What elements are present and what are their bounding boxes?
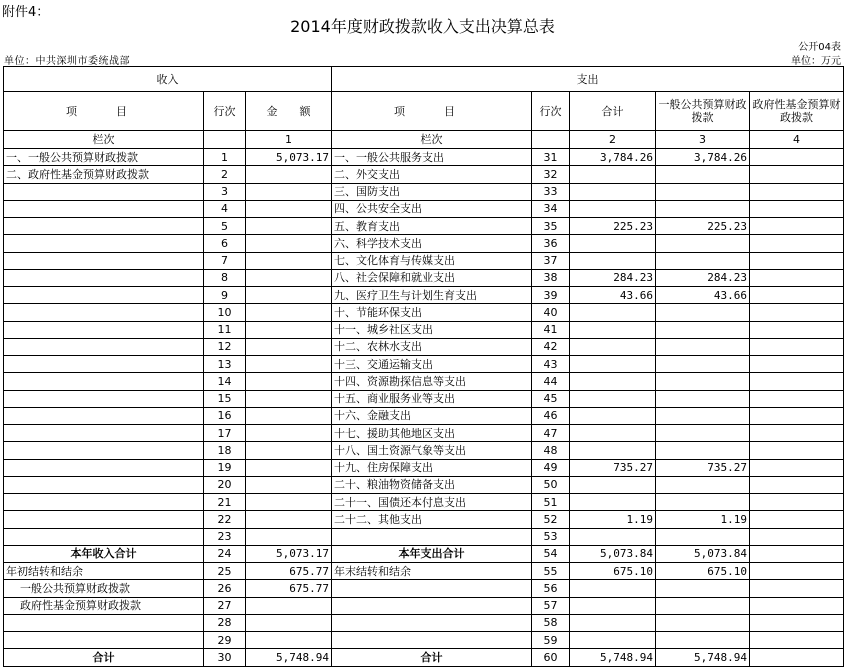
expense-total-cell	[570, 528, 656, 545]
general-budget-cell	[656, 166, 750, 183]
table-row	[4, 614, 844, 631]
income-item-cell	[4, 407, 204, 424]
expense-rowno-cell: 39	[532, 287, 570, 304]
income-amount-cell	[246, 321, 332, 338]
expense-rowno-cell: 48	[532, 442, 570, 459]
expense-total-cell	[570, 407, 656, 424]
general-budget-cell	[656, 632, 750, 649]
table-row	[4, 563, 844, 580]
income-rowno-cell: 29	[204, 632, 246, 649]
expense-total-cell	[570, 597, 656, 614]
gov-fund-cell	[750, 407, 844, 424]
expense-total-cell: 5,748.94	[570, 649, 656, 666]
gov-fund-cell	[750, 459, 844, 476]
income-item-cell	[4, 459, 204, 476]
income-item-cell: 合计	[4, 649, 204, 666]
expense-total-cell	[570, 183, 656, 200]
table-row	[4, 218, 844, 235]
expense-item-cell: 二十一、国债还本付息支出	[332, 494, 532, 511]
income-rowno-cell: 14	[204, 373, 246, 390]
table-row	[4, 425, 844, 442]
income-amount-cell	[246, 338, 332, 355]
general-budget-cell	[656, 494, 750, 511]
expense-item-cell: 十三、交通运输支出	[332, 356, 532, 373]
income-item-cell	[4, 476, 204, 493]
table-row	[4, 545, 844, 562]
income-amount-cell	[246, 166, 332, 183]
income-item-cell: 二、政府性基金预算财政拨款	[4, 166, 204, 183]
expense-total-cell: 675.10	[570, 563, 656, 580]
income-rowno-cell: 5	[204, 218, 246, 235]
table-row	[4, 649, 844, 666]
income-rowno-header: 行次	[204, 92, 246, 131]
income-amount-cell: 5,073.17	[246, 149, 332, 166]
expense-rowno-cell: 42	[532, 338, 570, 355]
expense-item-cell	[332, 614, 532, 631]
expense-rowno-cell: 43	[532, 356, 570, 373]
gov-fund-cell	[750, 476, 844, 493]
expense-rowno-cell: 51	[532, 494, 570, 511]
expense-rowno-cell: 37	[532, 252, 570, 269]
income-item-cell	[4, 614, 204, 631]
income-item-cell	[4, 183, 204, 200]
income-amount-header: 金 额	[246, 92, 332, 131]
income-amount-cell	[246, 235, 332, 252]
expense-total-cell	[570, 252, 656, 269]
expense-rowno-cell: 45	[532, 390, 570, 407]
expense-total-cell	[570, 373, 656, 390]
general-budget-cell	[656, 597, 750, 614]
expense-total-cell	[570, 338, 656, 355]
gov-fund-cell	[750, 425, 844, 442]
table-row	[4, 252, 844, 269]
general-budget-cell: 1.19	[656, 511, 750, 528]
column-label-left: 栏次	[4, 131, 204, 149]
expense-total-header: 合计	[570, 92, 656, 131]
income-rowno-cell: 30	[204, 649, 246, 666]
expense-rowno-cell: 31	[532, 149, 570, 166]
income-item-cell: 年初结转和结余	[4, 563, 204, 580]
general-budget-cell	[656, 373, 750, 390]
table-row	[4, 632, 844, 649]
budget-table	[3, 66, 844, 667]
expense-item-cell: 三、国防支出	[332, 183, 532, 200]
income-amount-cell	[246, 183, 332, 200]
gov-fund-header: 政府性基金预算财政拨款	[750, 92, 844, 131]
gov-fund-cell	[750, 252, 844, 269]
income-amount-cell	[246, 511, 332, 528]
expense-item-cell: 四、公共安全支出	[332, 200, 532, 217]
income-rowno-cell: 1	[204, 149, 246, 166]
income-rowno-cell: 26	[204, 580, 246, 597]
expense-item-cell: 十七、援助其他地区支出	[332, 425, 532, 442]
table-row	[4, 407, 844, 424]
expense-item-cell: 七、文化体育与传媒支出	[332, 252, 532, 269]
general-budget-header: 一般公共预算财政拨款	[656, 92, 750, 131]
expense-rowno-cell: 44	[532, 373, 570, 390]
expense-item-cell	[332, 632, 532, 649]
expense-total-cell	[570, 200, 656, 217]
page-title: 2014年度财政拨款收入支出决算总表	[290, 17, 555, 36]
gov-fund-cell	[750, 235, 844, 252]
income-item-cell	[4, 494, 204, 511]
income-rowno-cell: 18	[204, 442, 246, 459]
general-budget-cell: 5,073.84	[656, 545, 750, 562]
expense-total-cell	[570, 614, 656, 631]
unit-organization: 单位：中共深圳市委统战部	[4, 56, 130, 67]
gov-fund-cell	[750, 149, 844, 166]
gov-fund-cell	[750, 494, 844, 511]
income-amount-cell	[246, 632, 332, 649]
income-amount-cell	[246, 459, 332, 476]
gov-fund-cell	[750, 373, 844, 390]
expense-item-cell: 年末结转和结余	[332, 563, 532, 580]
expense-item-cell: 十四、资源勘探信息等支出	[332, 373, 532, 390]
general-budget-cell	[656, 390, 750, 407]
gov-fund-cell	[750, 649, 844, 666]
income-rowno-cell: 12	[204, 338, 246, 355]
expense-total-cell	[570, 425, 656, 442]
expense-total-cell	[570, 235, 656, 252]
income-amount-cell: 675.77	[246, 580, 332, 597]
income-rowno-cell: 3	[204, 183, 246, 200]
income-amount-cell	[246, 597, 332, 614]
gov-fund-cell	[750, 338, 844, 355]
income-rowno-cell: 27	[204, 597, 246, 614]
gov-fund-cell	[750, 511, 844, 528]
income-item-cell: 一般公共预算财政拨款	[4, 580, 204, 597]
general-budget-cell	[656, 580, 750, 597]
table-row	[4, 269, 844, 286]
income-item-cell	[4, 338, 204, 355]
expense-total-cell: 43.66	[570, 287, 656, 304]
income-item-cell	[4, 218, 204, 235]
table-row	[4, 373, 844, 390]
expense-rowno-cell: 50	[532, 476, 570, 493]
income-rowno-cell: 6	[204, 235, 246, 252]
table-row	[4, 597, 844, 614]
income-amount-cell	[246, 287, 332, 304]
expense-rowno-cell: 60	[532, 649, 570, 666]
general-budget-cell	[656, 304, 750, 321]
income-rowno-cell: 22	[204, 511, 246, 528]
income-rowno-cell: 19	[204, 459, 246, 476]
expense-rowno-cell: 34	[532, 200, 570, 217]
expense-total-cell	[570, 390, 656, 407]
general-budget-cell: 675.10	[656, 563, 750, 580]
income-rowno-cell: 28	[204, 614, 246, 631]
expense-total-cell	[570, 442, 656, 459]
income-item-cell	[4, 252, 204, 269]
expense-total-cell: 735.27	[570, 459, 656, 476]
column-number-3: 3	[656, 131, 750, 149]
income-rowno-cell: 8	[204, 269, 246, 286]
expense-rowno-cell: 32	[532, 166, 570, 183]
expense-item-cell: 二十二、其他支出	[332, 511, 532, 528]
income-item-cell	[4, 200, 204, 217]
table-row	[4, 149, 844, 166]
general-budget-cell: 225.23	[656, 218, 750, 235]
expense-total-cell: 284.23	[570, 269, 656, 286]
gov-fund-cell	[750, 287, 844, 304]
table-row	[4, 338, 844, 355]
income-rowno-cell: 20	[204, 476, 246, 493]
column-number-1: 1	[246, 131, 332, 149]
general-budget-cell	[656, 356, 750, 373]
expense-total-cell: 225.23	[570, 218, 656, 235]
gov-fund-cell	[750, 304, 844, 321]
gov-fund-cell	[750, 218, 844, 235]
expense-item-cell: 十一、城乡社区支出	[332, 321, 532, 338]
table-row	[4, 183, 844, 200]
income-amount-cell	[246, 356, 332, 373]
income-amount-cell	[246, 200, 332, 217]
column-number-4: 4	[750, 131, 844, 149]
income-item-cell	[4, 632, 204, 649]
expense-item-cell: 九、医疗卫生与计划生育支出	[332, 287, 532, 304]
income-item-cell	[4, 528, 204, 545]
expense-total-cell	[570, 166, 656, 183]
general-budget-cell: 284.23	[656, 269, 750, 286]
general-budget-cell: 43.66	[656, 287, 750, 304]
table-row	[4, 459, 844, 476]
income-item-cell	[4, 304, 204, 321]
expense-total-cell	[570, 494, 656, 511]
expense-rowno-cell: 47	[532, 425, 570, 442]
general-budget-cell	[656, 407, 750, 424]
expense-total-cell: 5,073.84	[570, 545, 656, 562]
gov-fund-cell	[750, 632, 844, 649]
table-row	[4, 287, 844, 304]
gov-fund-cell	[750, 183, 844, 200]
income-header: 收入	[4, 67, 332, 92]
general-budget-cell: 735.27	[656, 459, 750, 476]
expense-total-cell: 3,784.26	[570, 149, 656, 166]
income-amount-cell	[246, 425, 332, 442]
income-rowno-cell: 2	[204, 166, 246, 183]
general-budget-cell	[656, 614, 750, 631]
table-row	[4, 235, 844, 252]
income-amount-cell	[246, 494, 332, 511]
income-amount-cell	[246, 442, 332, 459]
expense-item-cell: 二十、粮油物资储备支出	[332, 476, 532, 493]
expense-item-cell	[332, 528, 532, 545]
income-rowno-cell: 17	[204, 425, 246, 442]
gov-fund-cell	[750, 356, 844, 373]
expense-item-cell: 合计	[332, 649, 532, 666]
gov-fund-cell	[750, 200, 844, 217]
income-amount-cell: 5,073.17	[246, 545, 332, 562]
table-row	[4, 511, 844, 528]
expense-rowno-cell: 55	[532, 563, 570, 580]
table-row	[4, 494, 844, 511]
income-amount-cell	[246, 252, 332, 269]
income-amount-cell	[246, 218, 332, 235]
income-item-cell: 一、一般公共预算财政拨款	[4, 149, 204, 166]
expense-rowno-cell: 54	[532, 545, 570, 562]
expense-item-cell: 一、一般公共服务支出	[332, 149, 532, 166]
income-item-cell: 政府性基金预算财政拨款	[4, 597, 204, 614]
general-budget-cell	[656, 476, 750, 493]
expense-rowno-cell: 36	[532, 235, 570, 252]
empty-cell	[204, 131, 246, 149]
expense-rowno-cell: 52	[532, 511, 570, 528]
income-item-cell	[4, 287, 204, 304]
expense-item-cell: 八、社会保障和就业支出	[332, 269, 532, 286]
expense-item-header: 项 目	[332, 92, 532, 131]
expense-rowno-cell: 35	[532, 218, 570, 235]
expense-total-cell	[570, 476, 656, 493]
expense-header: 支出	[332, 67, 844, 92]
expense-item-cell: 十六、金融支出	[332, 407, 532, 424]
expense-total-cell	[570, 321, 656, 338]
gov-fund-cell	[750, 442, 844, 459]
unit-currency: 单位：万元	[791, 56, 841, 67]
income-item-cell: 本年收入合计	[4, 545, 204, 562]
table-row	[4, 442, 844, 459]
expense-rowno-cell: 59	[532, 632, 570, 649]
gov-fund-cell	[750, 166, 844, 183]
expense-rowno-cell: 56	[532, 580, 570, 597]
expense-item-cell	[332, 580, 532, 597]
table-row	[4, 476, 844, 493]
expense-item-cell	[332, 597, 532, 614]
income-amount-cell: 675.77	[246, 563, 332, 580]
expense-rowno-cell: 53	[532, 528, 570, 545]
income-rowno-cell: 15	[204, 390, 246, 407]
income-item-cell	[4, 356, 204, 373]
expense-rowno-cell: 58	[532, 614, 570, 631]
table-row	[4, 356, 844, 373]
expense-rowno-cell: 49	[532, 459, 570, 476]
gov-fund-cell	[750, 614, 844, 631]
income-rowno-cell: 25	[204, 563, 246, 580]
column-label-right: 栏次	[332, 131, 532, 149]
expense-total-cell	[570, 356, 656, 373]
income-amount-cell: 5,748.94	[246, 649, 332, 666]
expense-total-cell	[570, 304, 656, 321]
expense-item-cell: 十、节能环保支出	[332, 304, 532, 321]
income-rowno-cell: 10	[204, 304, 246, 321]
income-amount-cell	[246, 614, 332, 631]
income-item-cell	[4, 269, 204, 286]
gov-fund-cell	[750, 269, 844, 286]
income-item-cell	[4, 511, 204, 528]
expense-total-cell: 1.19	[570, 511, 656, 528]
gov-fund-cell	[750, 580, 844, 597]
general-budget-cell	[656, 200, 750, 217]
gov-fund-cell	[750, 321, 844, 338]
general-budget-cell	[656, 321, 750, 338]
expense-rowno-cell: 46	[532, 407, 570, 424]
general-budget-cell: 5,748.94	[656, 649, 750, 666]
column-number-2: 2	[570, 131, 656, 149]
attachment-label: 附件4：	[2, 5, 50, 20]
income-amount-cell	[246, 373, 332, 390]
income-rowno-cell: 7	[204, 252, 246, 269]
income-amount-cell	[246, 407, 332, 424]
income-rowno-cell: 13	[204, 356, 246, 373]
general-budget-cell	[656, 425, 750, 442]
income-amount-cell	[246, 528, 332, 545]
general-budget-cell	[656, 528, 750, 545]
income-amount-cell	[246, 269, 332, 286]
expense-rowno-cell: 57	[532, 597, 570, 614]
table-row	[4, 528, 844, 545]
gov-fund-cell	[750, 528, 844, 545]
expense-rowno-cell: 40	[532, 304, 570, 321]
table-row	[4, 390, 844, 407]
table-row	[4, 304, 844, 321]
table-row	[4, 166, 844, 183]
expense-item-cell: 五、教育支出	[332, 218, 532, 235]
expense-item-cell: 十九、住房保障支出	[332, 459, 532, 476]
general-budget-cell	[656, 442, 750, 459]
income-rowno-cell: 21	[204, 494, 246, 511]
gov-fund-cell	[750, 597, 844, 614]
general-budget-cell	[656, 235, 750, 252]
expense-rowno-header: 行次	[532, 92, 570, 131]
income-rowno-cell: 23	[204, 528, 246, 545]
general-budget-cell	[656, 252, 750, 269]
general-budget-cell: 3,784.26	[656, 149, 750, 166]
income-amount-cell	[246, 304, 332, 321]
gov-fund-cell	[750, 390, 844, 407]
income-rowno-cell: 4	[204, 200, 246, 217]
gov-fund-cell	[750, 545, 844, 562]
income-item-cell	[4, 235, 204, 252]
expense-total-cell	[570, 632, 656, 649]
expense-item-cell: 十二、农林水支出	[332, 338, 532, 355]
expense-rowno-cell: 41	[532, 321, 570, 338]
expense-rowno-cell: 38	[532, 269, 570, 286]
expense-item-cell: 本年支出合计	[332, 545, 532, 562]
general-budget-cell	[656, 183, 750, 200]
income-item-header: 项 目	[4, 92, 204, 131]
table-row	[4, 321, 844, 338]
expense-item-cell: 二、外交支出	[332, 166, 532, 183]
expense-rowno-cell: 33	[532, 183, 570, 200]
income-item-cell	[4, 321, 204, 338]
income-rowno-cell: 9	[204, 287, 246, 304]
income-item-cell	[4, 373, 204, 390]
income-amount-cell	[246, 476, 332, 493]
income-rowno-cell: 16	[204, 407, 246, 424]
general-budget-cell	[656, 338, 750, 355]
table-row	[4, 200, 844, 217]
income-amount-cell	[246, 390, 332, 407]
expense-total-cell	[570, 580, 656, 597]
income-rowno-cell: 24	[204, 545, 246, 562]
empty-cell	[532, 131, 570, 149]
income-rowno-cell: 11	[204, 321, 246, 338]
income-item-cell	[4, 442, 204, 459]
expense-item-cell: 六、科学技术支出	[332, 235, 532, 252]
expense-item-cell: 十五、商业服务业等支出	[332, 390, 532, 407]
income-item-cell	[4, 425, 204, 442]
gov-fund-cell	[750, 563, 844, 580]
table-row	[4, 580, 844, 597]
expense-item-cell: 十八、国土资源气象等支出	[332, 442, 532, 459]
form-code: 公开04表	[798, 42, 841, 53]
income-item-cell	[4, 390, 204, 407]
